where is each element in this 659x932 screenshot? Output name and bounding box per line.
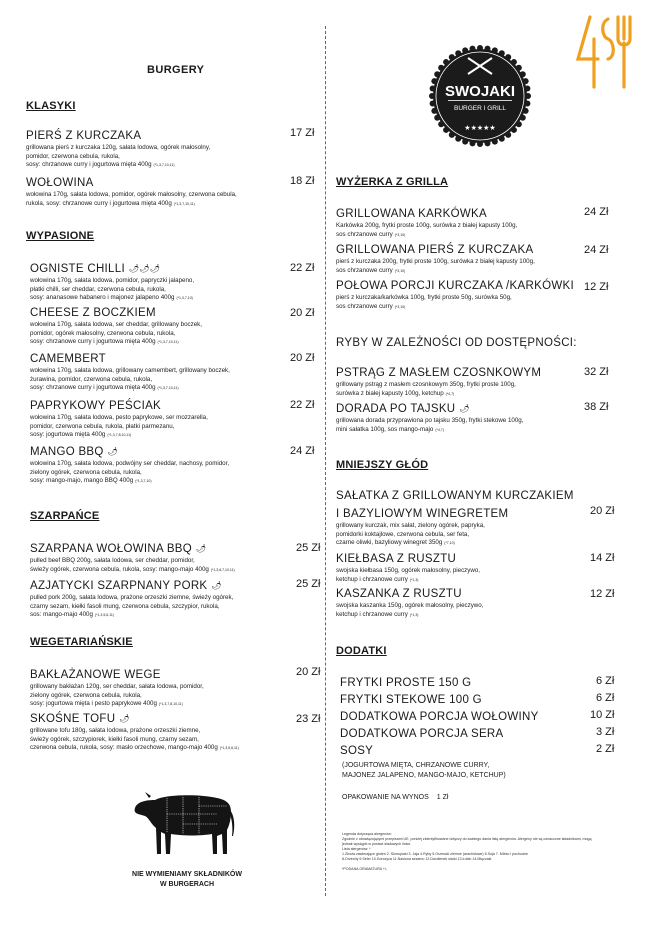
menu-item-name-text: GRILLOWANA KARKÓWKA (336, 208, 487, 220)
allergen-codes: (*1,3) (409, 612, 419, 617)
allergen-codes: (*4,7) (445, 391, 455, 396)
footnote-line: jednak wystąpić w postaci śladowych ilości. (342, 842, 412, 846)
menu-item-description (30, 727, 239, 753)
menu-item-name (30, 580, 222, 592)
menu-item-description (336, 222, 517, 239)
menu-item-description-line: pulled pork 200g, sałata lodowa, prażone orzeszki ziemne, świeży ogórek, (30, 594, 234, 601)
sosy-description (342, 761, 506, 781)
addon-name: FRYTKI PROSTE 150 G (340, 677, 472, 689)
footnote-line: Lista alergenów: * (342, 847, 371, 851)
menu-item-name-text: WOŁOWINA (26, 177, 94, 189)
menu-item-name (336, 367, 541, 379)
footnote-line: Legenda dotycząca alergenów: (342, 832, 392, 836)
menu-item-description-line: pulled beef BBQ 200g, sałata lodowa, ser cheddar, pomidor, (30, 557, 195, 564)
chili-pepper-icon: 🌶 (211, 581, 222, 590)
menu-item-description-line: wołowina 170g, sałata lodowa, pesto paprykowe, ser mozzarella, (30, 414, 208, 421)
menu-item-description-last (30, 700, 204, 709)
allergen-codes: (*1,3,5,6,11) (94, 613, 114, 618)
menu-item-description-last (30, 611, 233, 620)
menu-item-price: 18 Zł (290, 175, 315, 187)
menu-item-price: 22 Zł (290, 262, 315, 274)
menu-item-description-line: grillowane tofu 180g, sałata lodowa, prażone orzeszki ziemne, (30, 727, 201, 734)
menu-item-description-last (26, 161, 210, 170)
menu-item-name-text: POŁOWA PORCJI KURCZAKA /KARKÓWKI (336, 280, 574, 292)
menu-item-description-line: płatki chilli, ser cheddar, czerwona cebula, rukola, (30, 285, 166, 293)
menu-item-description-line-text: sosy: mango-majo, mango BBQ 400g (30, 477, 134, 485)
section-heading-wyzerka: WYŻERKA Z GRILLA (336, 176, 449, 188)
menu-item-description-line: wołowina 170g, sałata lodowa, pomidor, ogórek małosolny, czerwona cebula, (26, 191, 237, 198)
menu-item-description-last (30, 384, 230, 393)
menu-item-description (30, 277, 194, 303)
allergen-codes: (*1,3,6,7,10,11) (210, 567, 235, 572)
menu-item-description (30, 594, 233, 620)
allergen-codes: (*1,3,7,10,11) (157, 340, 179, 345)
menu-item-name-text: KASZANKA Z RUSZTU (336, 588, 462, 600)
menu-item-description (30, 321, 202, 347)
menu-item-description-last (336, 611, 483, 620)
page-title: BURGERY (147, 64, 205, 76)
footnote-line: Zgodnie z obowiązującymi przepisami UE, poniżej zidentyfikowane dotyczy do każdego dania listę alergenów. Alergeny nie są oznaczone składnikami, mogą (342, 837, 592, 841)
menu-item-price: 20 Zł (590, 505, 615, 517)
menu-item-description-line: pomidor, czerwona cebula, rukola, płatki parmezanu, (30, 422, 175, 430)
allergen-codes: (*4,7) (435, 427, 444, 432)
menu-item-name (336, 280, 574, 292)
menu-item-name-text: SAŁATKA Z GRILLOWANYM KURCZAKIEM (336, 490, 574, 502)
menu-item-description-last (26, 200, 237, 209)
footnote-line: 8.Orzechy 9.Seler 10.Gorczyca 11.Nasiona sezamu 12.Dwutlenek siarki 13.Łubin 14.Mięczaki (342, 857, 492, 861)
menu-item-name-text: SKOŚNE TOFU (30, 713, 116, 725)
addon-price: 6 Zł (596, 675, 615, 687)
menu-item-description-line-text: sos chrzanowe curry (336, 302, 393, 310)
menu-item-description (336, 602, 483, 619)
menu-item-price: 12 Zł (584, 281, 609, 293)
menu-item-description (26, 144, 210, 170)
menu-item-price: 20 Zł (296, 666, 321, 678)
menu-item-description (30, 683, 204, 709)
menu-item-description (336, 417, 523, 434)
section-heading-ryby: RYBY W ZALEŻNOŚCI OD DOSTĘPNOŚCI: (336, 337, 577, 349)
addon-price: 10 Zł (590, 709, 615, 721)
menu-item-name-text: OGNISTE CHILLI (30, 263, 125, 275)
menu-item-name (336, 490, 574, 502)
menu-item-name (30, 669, 161, 681)
badge-title: SWOJAKI (444, 83, 516, 100)
menu-item-description-line: wołowina 170g, sałata lodowa, ser cheddar, grillowany boczek, (30, 321, 202, 328)
menu-item-description-last (336, 231, 517, 240)
menu-item-name (30, 307, 156, 319)
menu-item-description-line-text: sosy: chrzanowe curry i jogurtowa mięta 400g (30, 384, 156, 392)
menu-item-name (26, 130, 141, 142)
menu-item-description-line-text: rukola, sosy: chrzanowe curry i jogurtowa mięta 400g (26, 199, 172, 207)
menu-item-description-line: grillowany bakłażan 120g, ser cheddar, sałata lodowa, pomidor, (30, 683, 204, 690)
allergen-codes: (*1,3,7,10) (176, 296, 193, 301)
menu-item-description-last (336, 426, 523, 435)
menu-item-price: 25 Zł (296, 578, 321, 590)
section-heading-mniejszy: MNIEJSZY GŁÓD (336, 459, 429, 471)
menu-item-name (336, 588, 462, 600)
menu-item-description-line-text: sosy: jogurtowa mięta 400g (30, 431, 106, 439)
menu-item-description-last (30, 477, 229, 486)
menu-item-name-text: MANGO BBQ (30, 446, 104, 458)
menu-item-price: 38 Zł (584, 401, 609, 413)
menu-item-description-line: pomidor, ogórek małosolny, czerwona cebula, rukola, (30, 329, 176, 337)
menu-item-description-line-text: sosy: chrzanowe curry i jogurtowa mięta 400g (26, 161, 152, 169)
menu-item-name (26, 177, 94, 189)
addon-name: FRYTKI STEKOWE 100 G (340, 694, 482, 706)
addon-name: DODATKOWA PORCJA WOŁOWINY (340, 711, 539, 723)
allergen-codes: (*3,10) (394, 268, 406, 273)
allergen-codes: (*3,10) (394, 304, 406, 309)
menu-item-name (336, 208, 487, 220)
allergen-legend-footnote (342, 832, 592, 872)
menu-item-name (336, 244, 533, 256)
menu-item-description-line-text: ketchup i chrzanowe curry (336, 610, 408, 618)
menu-item-description-last (30, 294, 194, 303)
menu-item-description (336, 381, 516, 398)
menu-item-description (26, 191, 237, 208)
menu-item-description-last (336, 390, 516, 399)
menu-item-description (336, 567, 480, 584)
menu-item-name-line-2: I BAZYLIOWYM WINEGRETEM (336, 508, 509, 520)
menu-item-price: 20 Zł (290, 352, 315, 364)
menu-item-description-line: zielony ogórek, czerwona cebula, rukola, (30, 691, 142, 699)
allergen-codes: (*1,3,5,6,11) (219, 746, 239, 751)
addon-name: SOSY (340, 745, 374, 757)
allergen-codes: (*1,3,7,10,11) (157, 386, 179, 391)
badge-subtitle: BURGER I GRILL (453, 105, 507, 112)
menu-item-description-line: grillowany pstrąg z masłem czosnkowym 350g, frytki proste 100g, (336, 381, 516, 388)
menu-item-description-line: grillowany kurczak, mix sałat, zielony ogórek, papryka, (336, 522, 485, 529)
menu-item-name-text: DORADA PO TAJSKU (336, 403, 456, 415)
allergen-codes: (*1,3,7,10,11) (153, 163, 175, 168)
menu-item-name (30, 263, 160, 275)
cow-caption (116, 870, 258, 890)
menu-item-price: 12 Zł (590, 588, 615, 600)
menu-item-description-line: grillowana pierś z kurczaka 120g, sałata lodowa, ogórek małosolny, (26, 144, 211, 151)
menu-item-description-line: wołowina 170g, sałata lodowa, grillowany camembert, grillowany boczek, (30, 367, 230, 374)
menu-item-description-line: grillowana dorada przyprawiona po tajsku 350g, frytki stekowe 100g, (336, 417, 524, 424)
swojaki-badge-logo (428, 44, 532, 148)
menu-item-description-line: świeży ogórek, szczypiorek, kiełki fasoli mung, czarny sezam, (30, 735, 199, 743)
takeaway-packaging-price: 1 Zł (436, 794, 449, 801)
menu-item-name (30, 543, 206, 555)
allergen-codes: (*1,3,7,10,11) (173, 201, 195, 206)
menu-item-name-text: AZJATYCKI SZARPNANY PORK (30, 580, 208, 592)
menu-item-description-line: swojska kaszanka 150g, ogórek małosolny, pieczywo, (336, 602, 484, 609)
addon-price: 6 Zł (596, 692, 615, 704)
menu-item-name-text: CHEESE Z BOCZKIEM (30, 307, 156, 319)
chili-pepper-icon: 🌶 (119, 714, 130, 723)
menu-item-price: 23 Zł (296, 713, 321, 725)
chili-pepper-icon: 🌶 (107, 447, 119, 456)
section-heading-wegetarianskie: WEGETARIAŃSKIE (30, 636, 133, 648)
section-heading-dodatki: DODATKI (336, 645, 387, 657)
sosy-description-line: MAJONEZ JALAPENO, MANGO-MAJO, KETCHUP) (342, 772, 506, 779)
menu-item-price: 22 Zł (290, 399, 315, 411)
menu-item-price: 17 Zł (290, 127, 315, 139)
menu-item-description-line-text: świeży ogórek, czerwona cebula, rukola, sosy: mango-majo 400g (30, 565, 209, 573)
menu-item-name (30, 400, 161, 412)
badge-stars: ★★★★★ (464, 124, 496, 132)
menu-item-description-line-text: sos: mango-majo 400g (30, 611, 93, 619)
menu-item-description-line: pomidorki koktajlowe, czerwona cebula, ser feta, (336, 530, 470, 538)
section-heading-klasyki: KLASYKI (26, 100, 76, 112)
menu-item-price: 24 Zł (584, 244, 609, 256)
menu-item-description (336, 294, 512, 311)
menu-item-description-line: czarny sezam, kiełki fasoli mung, czerwona cebula, szczypior, rukola, (30, 602, 220, 610)
menu-item-name (336, 403, 470, 415)
addon-price: 2 Zł (596, 743, 615, 755)
sosy-description-line: (JOGURTOWA MIĘTA, CHRZANOWE CURRY, (342, 762, 490, 769)
menu-item-description-last (30, 338, 202, 347)
menu-item-description (336, 258, 535, 275)
cow-caption-line-1: NIE WYMIENIAMY SKŁADNIKÓW (132, 871, 242, 878)
menu-item-price: 24 Zł (290, 445, 315, 457)
menu-item-name-text: PAPRYKOWY PEŚCIAK (30, 400, 162, 412)
menu-item-name-text: CAMEMBERT (30, 353, 106, 365)
menu-item-price: 20 Zł (290, 307, 315, 319)
menu-item-name (336, 553, 456, 565)
menu-item-description-last (336, 303, 512, 312)
menu-item-name (30, 353, 106, 365)
takeaway-packaging (342, 794, 448, 801)
column-divider (325, 26, 326, 896)
menu-item-description-line-text: mini sałatka 100g, sos mango-majo (336, 425, 434, 433)
menu-item-description-last (30, 431, 208, 440)
menu-item-name (30, 713, 130, 725)
takeaway-packaging-label: OPAKOWANIE NA WYNOS (342, 794, 429, 801)
addon-name: DODATKOWA PORCJA SERA (340, 728, 504, 740)
menu-item-description-line-text: czerwona cebula, rukola, sosy: masło orzechowe, mango-majo 400g (30, 744, 218, 752)
menu-item-description-line-text: surówka z białej kapusty 100g, ketchup (336, 389, 444, 397)
footnote-line: *PODANA GRAMATURA +/- (342, 867, 388, 871)
menu-item-description (336, 522, 485, 548)
allergen-codes: (*1,3,7,8,10,11) (158, 702, 183, 707)
menu-item-description-line: swojska kiełbasa 150g, ogórek małosolny, pieczywo, (336, 567, 480, 574)
menu-item-description-line: wołowina 170g, sałata lodowa, pomidor, papryczki jalapeno, (30, 277, 195, 284)
menu-item-name-text: PSTRĄG Z MASŁEM CZOSNKOWYM (336, 367, 542, 379)
allergen-codes: (*1,3,7,10) (135, 479, 152, 484)
menu-item-price: 14 Zł (590, 552, 615, 564)
cow-icon (131, 790, 241, 862)
menu-item-description-line-text: sosy: ananasowe habanero i majonez jalapeno 400g (30, 294, 175, 302)
menu-item-name-text: PIERŚ Z KURCZAKA (26, 130, 142, 142)
menu-item-description-line: pierś z kurczaka 200g, frytki proste 100g, surówka z białej kapusty 100g, (336, 258, 535, 265)
cow-caption-line-2: W BURGERACH (159, 881, 215, 888)
menu-item-description-line: pomidor, czerwona cebula, rukola, (26, 152, 120, 160)
menu-item-description-line: pierś z kurczaka/karkówka 100g, frytki proste 50g, surówka 50g, (336, 294, 512, 301)
menu-item-description-last (30, 566, 235, 575)
menu-item-name (30, 446, 118, 458)
menu-item-description-last (336, 576, 480, 585)
menu-item-name-text: BAKŁAŻANOWE WEGE (30, 669, 161, 681)
menu-item-description-line: wołowina 170g, sałata lodowa, podwójny ser cheddar, nachosy, pomidor, (30, 460, 230, 467)
menu-item-price: 25 Zł (296, 542, 321, 554)
menu-item-description-last (30, 744, 239, 753)
menu-item-description (30, 557, 235, 574)
menu-item-price: 24 Zł (584, 206, 609, 218)
menu-item-description (30, 414, 208, 440)
footnote-line: 1.Zboża zawierające gluten 2. Skorupiaki 3. Jaja 4.Ryby 5.Orzeszki ziemne (arachidowe) 6.Soja 7. Mleko i pochodne (342, 852, 528, 856)
chili-pepper-icon: 🌶 (459, 404, 470, 413)
chili-pepper-icon: 🌶 (196, 544, 207, 553)
menu-item-description-last (336, 267, 535, 276)
menu-item-description-line-text: sos chrzanowe curry (336, 266, 393, 274)
allergen-codes: (*3,10) (394, 232, 406, 237)
menu-item-description-line: zielony ogórek, czerwona cebula, rukola, (30, 468, 142, 476)
menu-item-description (30, 460, 229, 486)
menu-item-description-line: Karkówka 200g, frytki proste 100g, surówka z białej kapusty 100g, (336, 222, 518, 229)
menu-item-description-line-text: sosy: chrzanowe curry i jogurtowa mięta 400g (30, 338, 156, 346)
allergen-codes: (*1,3,7,8,10,11) (107, 433, 132, 438)
section-heading-szarpance: SZARPAŃCE (30, 510, 100, 522)
menu-item-description-line-text: ketchup i chrzanowe curry (336, 575, 408, 583)
menu-item-price: 32 Zł (584, 366, 609, 378)
menu-item-name-text: SZARPANA WOŁOWINA BBQ (30, 543, 193, 555)
menu-item-description-line-text: czarne oliwki, bazyliowy winegret 350g (336, 539, 443, 547)
menu-item-description-line-text: sos chrzanowe curry (336, 230, 393, 238)
menu-item-description-line: żurawina, pomidor, czerwona cebula, rukola, (30, 375, 153, 383)
menu-item-description-last (336, 539, 485, 548)
chili-pepper-icon: 🌶🌶🌶 (128, 264, 161, 273)
menu-item-name-text: KIEŁBASA Z RUSZTU (336, 553, 457, 565)
menu-item-description (30, 367, 230, 393)
menu-item-name-text: GRILLOWANA PIERŚ Z KURCZAKA (336, 244, 534, 256)
section-heading-wypasione: WYPASIONE (26, 230, 95, 242)
addon-price: 3 Zł (596, 726, 615, 738)
allergen-codes: (*1,3) (409, 577, 419, 582)
allergen-codes: (*7,10) (444, 541, 455, 546)
restaurant-corner-logo (574, 13, 640, 91)
menu-item-description-line-text: sosy: jogurtowa mięta i pesto paprykowe 400g (30, 700, 157, 708)
